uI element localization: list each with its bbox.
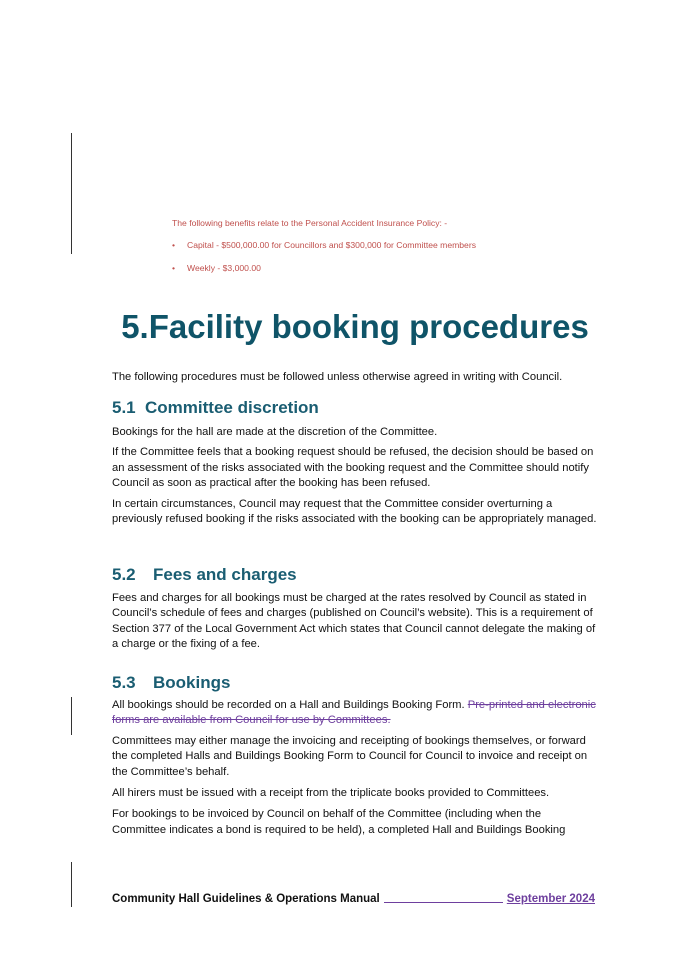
bullet-glyph: • bbox=[172, 263, 176, 273]
section-title: Fees and charges bbox=[153, 565, 297, 584]
paragraph: In certain circumstances, Council may request that the Committee consider overturning a previously refused booking if the risks associated with the booking can be appropriately managed. bbox=[112, 497, 597, 526]
change-bar-middle bbox=[71, 697, 72, 735]
deleted-bullet-weekly bbox=[172, 263, 261, 273]
section-number: 5.1 bbox=[112, 398, 136, 417]
chapter-title: 5.Facility booking procedures bbox=[121, 308, 589, 345]
paragraph: If the Committee feels that a booking request should be refused, the decision should be based on an assessment of the risks associated with the booking request and the Committee should notify Council as soon as practical after the booking has been refused. bbox=[112, 446, 594, 490]
paragraph: For bookings to be invoiced by Council on behalf of the Committee (including when the Committee indicates a bond is required to be held), a completed Hall and Buildings Booking bbox=[112, 808, 566, 836]
chapter-intro bbox=[112, 370, 597, 385]
section-title: Committee discretion bbox=[145, 398, 319, 417]
footer-date: September 2024 bbox=[506, 893, 595, 905]
paragraph-text: All bookings should be recorded on a Hall and Buildings Booking Form. bbox=[112, 699, 468, 711]
change-bar-top bbox=[71, 133, 72, 254]
bullet-glyph: • bbox=[172, 240, 176, 250]
paragraph: Bookings for the hall are made at the discretion of the Committee. bbox=[112, 426, 438, 438]
paragraph: All hirers must be issued with a receipt from the triplicate books provided to Committees. bbox=[112, 787, 550, 800]
section-5-1-body bbox=[112, 425, 597, 527]
section-5-3-body bbox=[112, 698, 597, 838]
paragraph: Fees and charges for all bookings must be charged at the rates resolved by Council as stated in Council’s schedule of fees and charges (published on Council’s website). This is a requirement of Section 377 of the Local Government Act which states that Council cannot delegate the making of a charge or the fixing of a fee. bbox=[112, 592, 596, 651]
paragraph: Committees may either manage the invoicing and receipting of bookings themselves, or forward the completed Halls and Buildings Booking Form to Council for Council to invoice and receipt on the Committee’s behalf. bbox=[112, 734, 588, 778]
deleted-bullet-text: Capital - $500,000.00 for Councillors and $300,000 for Committee members bbox=[187, 240, 476, 250]
section-5-3-heading bbox=[112, 673, 230, 693]
chapter-intro-text: The following procedures must be followed unless otherwise agreed in writing with Council. bbox=[112, 371, 563, 383]
deleted-intro: The following benefits relate to the Personal Accident Insurance Policy: - bbox=[172, 218, 448, 228]
paragraph-booking-form bbox=[112, 698, 597, 729]
section-number: 5.2 bbox=[112, 565, 136, 584]
section-5-2-heading bbox=[112, 565, 297, 585]
section-5-1-heading bbox=[112, 398, 319, 418]
deleted-text: Pre-printed and electronic forms are available from Council for use by Committees. bbox=[112, 699, 596, 727]
change-bar-bottom bbox=[71, 862, 72, 907]
deleted-bullet-capital bbox=[172, 240, 476, 250]
footer-rule bbox=[384, 902, 503, 903]
footer-title: Community Hall Guidelines & Operations Manual bbox=[112, 893, 380, 905]
section-title: Bookings bbox=[153, 673, 231, 692]
page-footer bbox=[112, 893, 595, 905]
section-5-2-body bbox=[112, 591, 597, 653]
section-number: 5.3 bbox=[112, 673, 136, 692]
deleted-bullet-text: Weekly - $3,000.00 bbox=[187, 263, 261, 273]
